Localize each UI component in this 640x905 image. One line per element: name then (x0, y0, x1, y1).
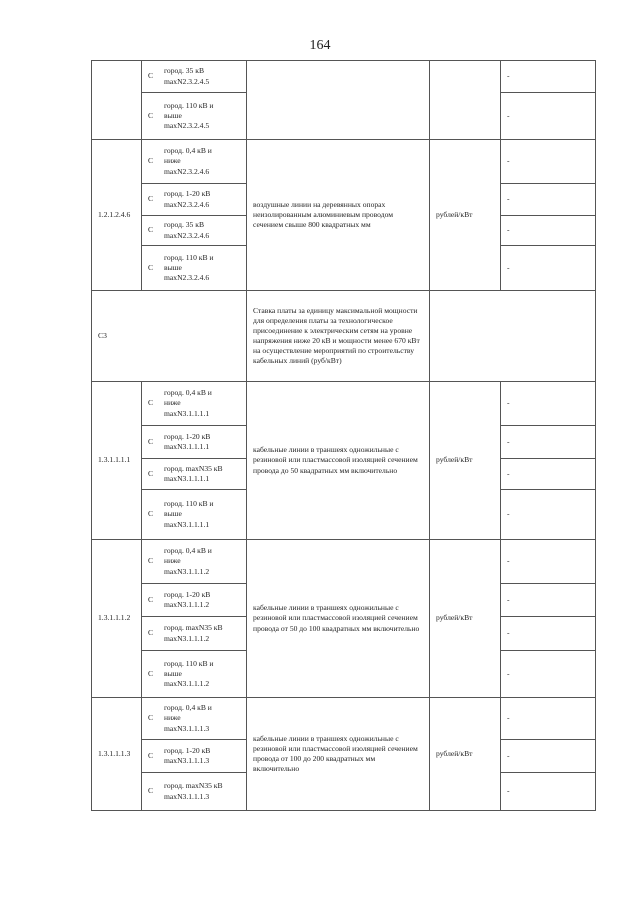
voltage-text: город. 0,4 кВ и ниже maxN3.1.1.1.2 (164, 546, 212, 576)
coef-label: С (148, 750, 154, 760)
coef-label: С (148, 668, 154, 678)
voltage-text: город. 35 кВ maxN2.3.2.4.5 (164, 66, 210, 86)
coef-label: С (148, 262, 154, 272)
unit-cell (430, 61, 501, 140)
unit-cell: рублей/кВт (430, 382, 501, 540)
voltage-cell (142, 93, 247, 140)
voltage-cell (142, 61, 247, 93)
coef-label: С (148, 110, 154, 120)
voltage-cell (142, 216, 247, 246)
description-cell: кабельные линии в траншеях одножильные с резиновой или пластмассовой изоляцией сечением провода до 50 квадратных мм включительно (247, 382, 430, 540)
value-cell: - (501, 540, 596, 584)
value-cell: - (501, 216, 596, 246)
section-empty-cell (430, 291, 596, 382)
voltage-cell (142, 584, 247, 617)
value-cell: - (501, 490, 596, 540)
code-cell (92, 61, 142, 140)
voltage-cell (142, 540, 247, 584)
voltage-text: город. 1-20 кВ maxN3.1.1.1.2 (164, 589, 211, 609)
coef-label: С (148, 628, 154, 638)
table-row (92, 540, 596, 584)
coef-label: С (148, 194, 154, 204)
voltage-text: город. maxN35 кВ maxN3.1.1.1.1 (164, 463, 223, 483)
value-cell: - (501, 773, 596, 811)
coef-label: С (148, 786, 154, 796)
coef-label: С (148, 713, 154, 723)
unit-cell: рублей/кВт (430, 698, 501, 811)
code-cell: 1.3.1.1.1.1 (92, 382, 142, 540)
voltage-text: город. 110 кВ и выше maxN3.1.1.1.1 (164, 499, 214, 529)
value-cell: - (501, 184, 596, 216)
coef-label: С (148, 468, 154, 478)
voltage-text: город. 1-20 кВ maxN3.1.1.1.3 (164, 745, 211, 765)
description-cell (247, 61, 430, 140)
table-row (92, 382, 596, 426)
coef-label: С (148, 398, 154, 408)
voltage-text: город. 0,4 кВ и ниже maxN3.1.1.1.1 (164, 388, 212, 418)
coef-label: С (148, 556, 154, 566)
value-cell: - (501, 459, 596, 490)
voltage-text: город. maxN35 кВ maxN3.1.1.1.3 (164, 781, 223, 801)
unit-cell: рублей/кВт (430, 540, 501, 698)
voltage-text: город. 35 кВ maxN2.3.2.4.6 (164, 220, 210, 240)
section-row (92, 291, 596, 382)
code-cell: 1.3.1.1.1.2 (92, 540, 142, 698)
table-row (92, 698, 596, 740)
coef-label: С (148, 594, 154, 604)
voltage-cell (142, 184, 247, 216)
voltage-cell (142, 459, 247, 490)
coef-label: С (148, 509, 154, 519)
coef-label: С (148, 436, 154, 446)
coef-label: С (148, 71, 154, 81)
value-cell: - (501, 584, 596, 617)
value-cell: - (501, 617, 596, 651)
value-cell: - (501, 93, 596, 140)
table-row (92, 140, 596, 184)
voltage-cell (142, 773, 247, 811)
voltage-cell (142, 490, 247, 540)
value-cell: - (501, 382, 596, 426)
voltage-cell (142, 246, 247, 291)
coef-label: С (148, 156, 154, 166)
voltage-text: город. 1-20 кВ maxN3.1.1.1.1 (164, 431, 211, 451)
voltage-cell (142, 698, 247, 740)
voltage-cell (142, 740, 247, 773)
value-cell: - (501, 61, 596, 93)
voltage-text: город. 110 кВ и выше maxN2.3.2.4.5 (164, 100, 214, 130)
section-description-cell: Ставка платы за единицу максимальной мощности для определения платы за технологическое присоединение к электрическим сетям на уровне напряжения ниже 20 кВ и мощности менее 670 кВт на осуществление мероприятий по строительству кабельных линий (руб/кВт) (247, 291, 430, 382)
description-cell: воздушные линии на деревянных опорах неизолированным алюминиевым проводом сечением свыше 800 квадратных мм (247, 140, 430, 291)
code-cell: 1.3.1.1.1.3 (92, 698, 142, 811)
description-cell: кабельные линии в траншеях одножильные с резиновой или пластмассовой изоляцией сечением провода от 50 до 100 квадратных мм включительно (247, 540, 430, 698)
tariff-table (91, 60, 596, 811)
voltage-cell (142, 140, 247, 184)
voltage-text: город. maxN35 кВ maxN3.1.1.1.2 (164, 623, 223, 643)
value-cell: - (501, 140, 596, 184)
value-cell: - (501, 740, 596, 773)
code-cell: 1.2.1.2.4.6 (92, 140, 142, 291)
voltage-cell (142, 651, 247, 698)
description-cell: кабельные линии в траншеях одножильные с резиновой или пластмассовой изоляцией сечением провода от 100 до 200 квадратных мм включительно (247, 698, 430, 811)
voltage-cell (142, 617, 247, 651)
voltage-text: город. 1-20 кВ maxN2.3.2.4.6 (164, 189, 211, 209)
section-code-cell: С3 (92, 291, 247, 382)
voltage-text: город. 0,4 кВ и ниже maxN2.3.2.4.6 (164, 146, 212, 176)
page-number: 164 (309, 38, 331, 53)
value-cell: - (501, 651, 596, 698)
voltage-text: город. 0,4 кВ и ниже maxN3.1.1.1.3 (164, 703, 212, 733)
voltage-cell (142, 426, 247, 459)
value-cell: - (501, 426, 596, 459)
table-row (92, 61, 596, 93)
coef-label: С (148, 225, 154, 235)
unit-cell: рублей/кВт (430, 140, 501, 291)
voltage-text: город. 110 кВ и выше maxN2.3.2.4.6 (164, 252, 214, 282)
voltage-text: город. 110 кВ и выше maxN3.1.1.1.2 (164, 658, 214, 688)
voltage-cell (142, 382, 247, 426)
value-cell: - (501, 698, 596, 740)
value-cell: - (501, 246, 596, 291)
